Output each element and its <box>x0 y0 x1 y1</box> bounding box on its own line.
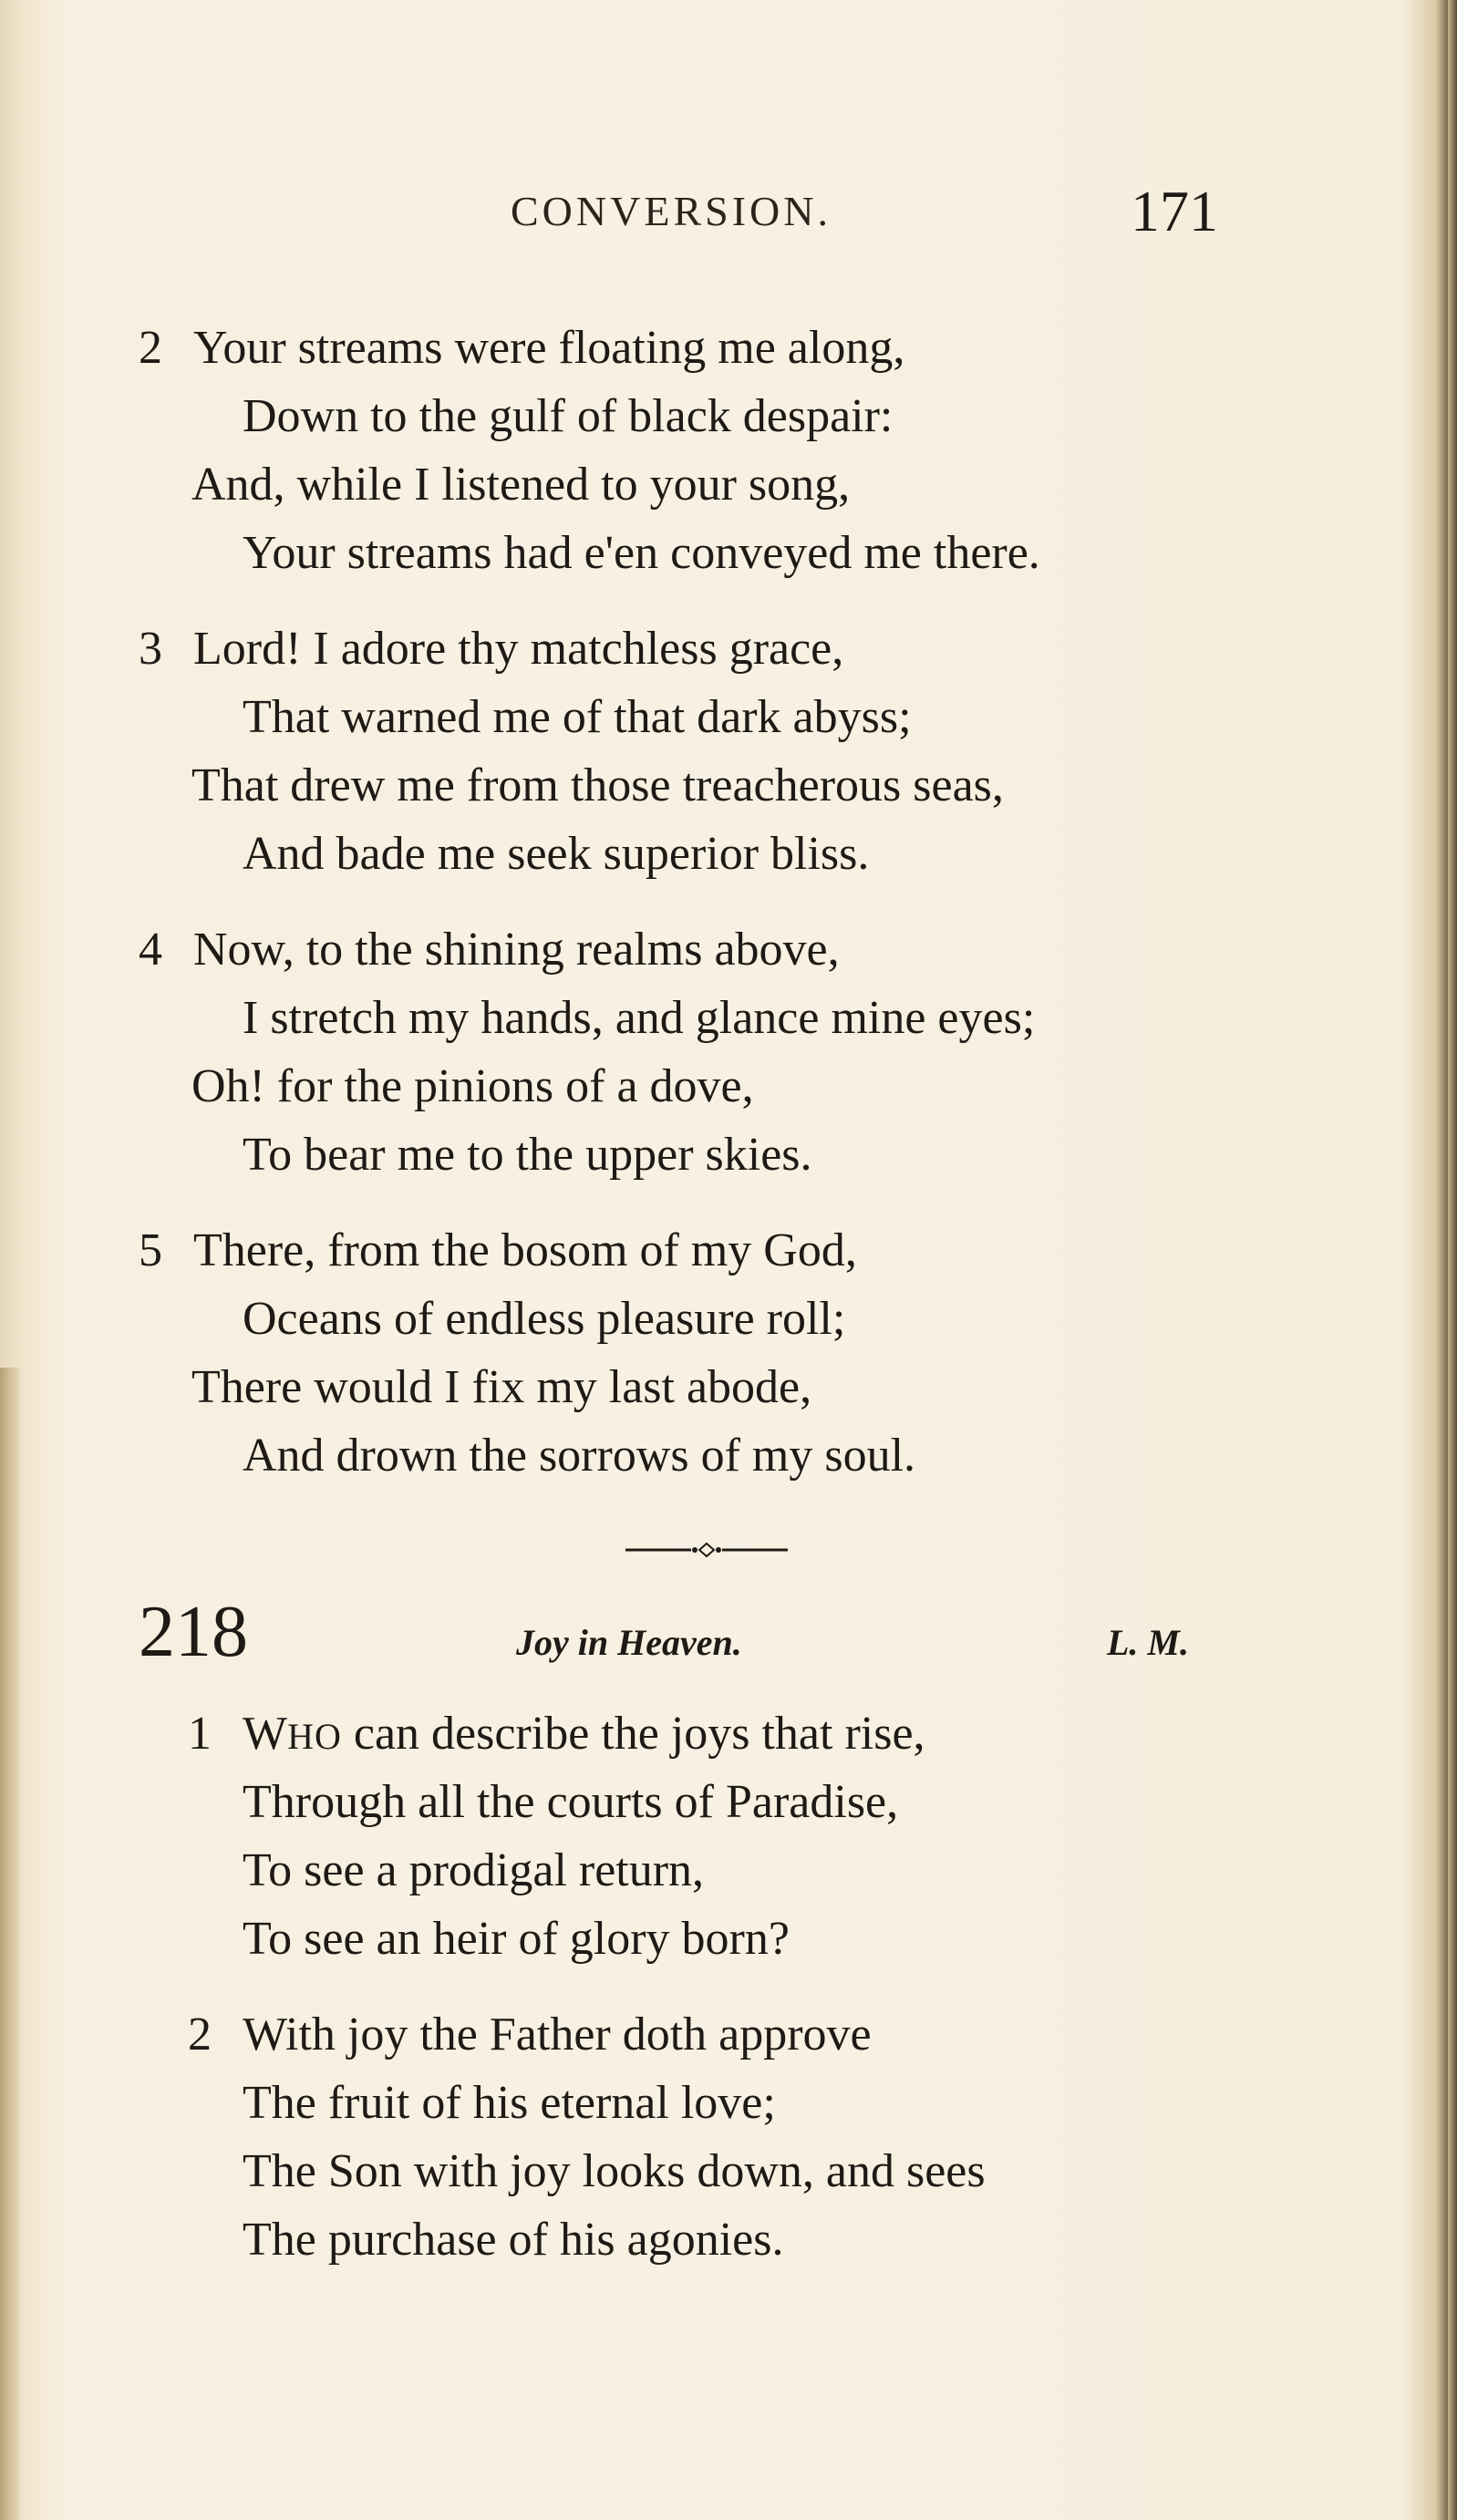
stanza-number: 5 <box>139 1224 162 1276</box>
stanza-line: There would I fix my last abode, <box>191 1361 812 1413</box>
stanza-line: Oh! for the pinions of a dove, <box>191 1060 754 1112</box>
stanza-line: To bear me to the upper skies. <box>243 1129 812 1181</box>
stanza-line <box>188 2008 872 2062</box>
page-number: 171 <box>1131 179 1218 243</box>
stanza-number: 2 <box>188 2009 212 2060</box>
stanza-line: That drew me from those treacherous seas, <box>191 759 1004 811</box>
stanza-number: 4 <box>139 924 162 976</box>
stanza-number: 2 <box>139 322 162 374</box>
stanza-number: 1 <box>188 1708 212 1760</box>
verse-text: Now, to the shining realms above, <box>193 924 840 976</box>
stanza-line <box>188 1707 925 1764</box>
stanza-line <box>139 622 843 676</box>
verse-text: With joy the Father doth approve <box>243 2009 872 2060</box>
verse-text: Your streams were floating me along, <box>193 322 905 374</box>
stanza-line: To see an heir of glory born? <box>243 1913 790 1965</box>
stanza-line <box>139 321 904 376</box>
drop-cap: W <box>243 1708 288 1760</box>
hymn-title: Joy in Heaven. <box>516 1622 742 1663</box>
verse-text: There, from the bosom of my God, <box>193 1224 857 1276</box>
stanza-line: Your streams had e'en conveyed me there. <box>243 527 1040 579</box>
stanza-line: The purchase of his agonies. <box>243 2214 784 2266</box>
stanza-line: And drown the sorrows of my soul. <box>243 1430 916 1482</box>
stanza-line: And bade me seek superior bliss. <box>243 828 870 880</box>
stanza-line: The fruit of his eternal love; <box>243 2077 776 2129</box>
stanza-line: And, while I listened to your song, <box>191 459 851 511</box>
stanza-line: The Son with joy looks down, and sees <box>243 2145 986 2197</box>
verse-text: can describe the joys that rise, <box>341 1708 925 1760</box>
stanza-line: That warned me of that dark abyss; <box>243 691 912 743</box>
stanza-line: To see a prodigal return, <box>243 1844 705 1896</box>
ornament-divider <box>625 1541 788 1559</box>
hymn-number: 218 <box>139 1592 248 1672</box>
stanza-line <box>139 1224 857 1278</box>
page-edge-shadow-right <box>1448 0 1457 2520</box>
stanza-number: 3 <box>139 623 162 675</box>
hymn-meter: L. M. <box>1107 1622 1189 1663</box>
stanza-line: I stretch my hands, and glance mine eyes; <box>243 992 1036 1044</box>
verse-text: Lord! I adore thy matchless grace, <box>193 623 844 675</box>
stanza-line: Down to the gulf of black despair: <box>243 390 894 442</box>
stanza-line: Through all the courts of Paradise, <box>243 1776 899 1828</box>
stanza-line <box>139 923 840 977</box>
page-edge-shadow-left <box>0 1368 20 2520</box>
small-caps-text: HO <box>287 1716 342 1757</box>
stanza-line: Oceans of endless pleasure roll; <box>243 1293 846 1345</box>
running-head: CONVERSION. <box>511 188 832 234</box>
